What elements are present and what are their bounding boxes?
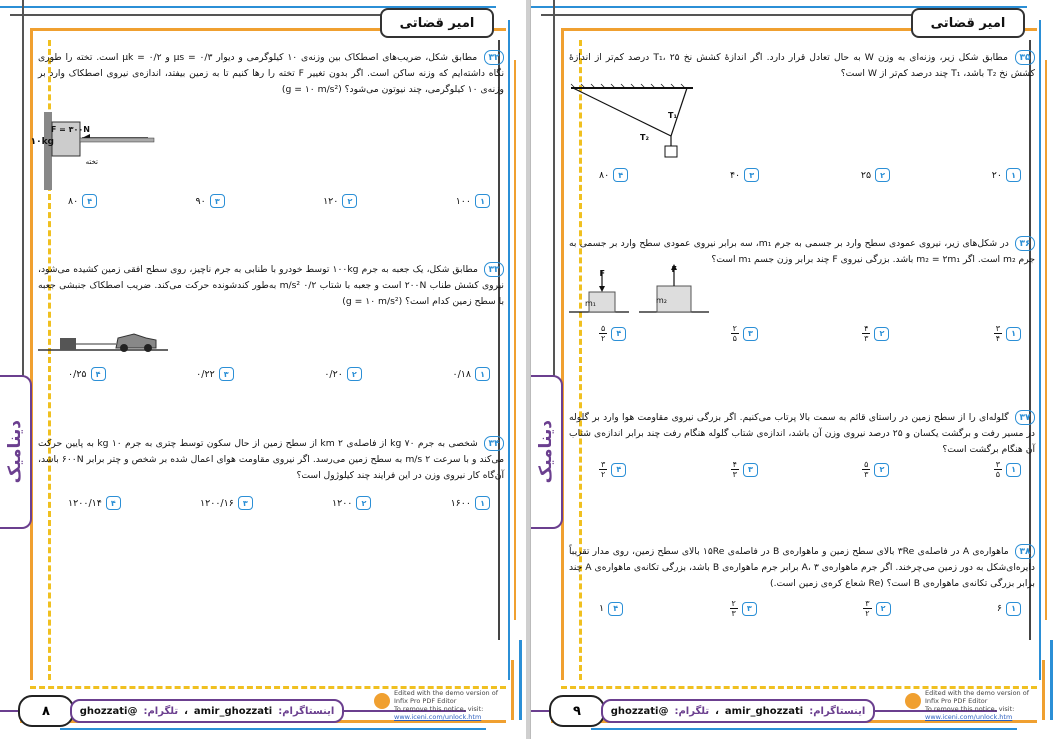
question-number: ۳۸ (1015, 544, 1035, 559)
option[interactable]: ۱ ۱۶۰۰ (451, 496, 490, 510)
box (60, 338, 76, 350)
question-number: ۳۲ (484, 50, 504, 65)
figure-car-box (38, 326, 168, 356)
question-37 (569, 410, 1035, 458)
board-label: تخته (85, 158, 98, 166)
string-t2 (573, 88, 671, 136)
option[interactable]: ۳ $\frac{۲}{۳}$ (730, 599, 757, 618)
watermark-link[interactable]: www.iceni.com/unlock.htm (394, 713, 482, 721)
question-number: ۳۳ (484, 262, 504, 277)
question-38 (569, 544, 1035, 592)
option[interactable]: ۴ ۱۲۰۰/۱۴ (68, 496, 121, 510)
option[interactable]: ۲ ۱۲۰ (323, 194, 357, 208)
question-number: ۳۷ (1015, 410, 1035, 425)
border-line (1050, 640, 1053, 720)
border-line (514, 60, 516, 620)
border-line (1039, 20, 1041, 680)
chapter-label: دینامیک (536, 420, 556, 484)
option[interactable]: ۲ $\frac{۳}{۲}$ (863, 599, 890, 618)
author-header: امیر قضاتی (911, 8, 1025, 38)
force-label-2: F (671, 265, 677, 274)
border-line (561, 30, 564, 680)
options-35 (569, 168, 1035, 182)
option[interactable]: ۲ ۰/۲۰ (324, 367, 362, 381)
infix-logo-icon (905, 693, 921, 709)
watermark-link[interactable]: www.iceni.com/unlock.htm (925, 713, 1013, 721)
mass-label: ۱۰kg (30, 137, 54, 147)
question-text: ۳۲ مطابق شکل، ضریب‌های اصطکاک بین وزنه‌ی ۱۰ کیلوگرمی و دیوار μs = ۰/۳ و μk = ۰/۲ است. تخته را طوری نگاه داشته‌ایم که وزنه ساکن است. اگر بدون تغییر F تخته را رها کنیم تا به زمین بیفتد، اندازه‌ی نیروی اصطکاک وارد بر وزنه‌ی ۱۰ کیلوگرمی، چند نیوتون می‌شود؟ (g = ۱۰ m/s²) (38, 52, 504, 95)
option[interactable]: ۳ ۰/۲۲ (196, 367, 234, 381)
question-text: ۳۳ مطابق شکل، یک جعبه به جرم ۱۰۰kg توسط خودرو با طنابی به جرم ناچیز، روی سطح افقی زمین کشیده می‌شود، نیروی کشش طناب ۲۰۰N است و جعبه با شتاب ۰/۲ m/s² به‌طور کندشونده حرکت می‌کند. ضریب اصطکاک جنبشی جعبه با سطح زمین کدام است؟ (g = ۱۰ m/s²) (38, 264, 504, 307)
figure-tension-strings (569, 84, 699, 164)
figure-wall-block (30, 106, 158, 196)
question-34 (38, 436, 504, 484)
border-line (1045, 60, 1047, 620)
option[interactable]: ۱ ۶ (997, 599, 1021, 618)
options-36 (569, 324, 1035, 343)
infix-logo-icon (374, 693, 390, 709)
option[interactable]: ۲ $\frac{۴}{۳}$ (862, 324, 889, 343)
option[interactable]: ۳ $\frac{۴}{۳}$ (731, 460, 758, 479)
border-line (30, 30, 33, 680)
author-header: امیر قضاتی (380, 8, 494, 38)
question-32 (38, 50, 504, 98)
border-line (22, 0, 24, 380)
option[interactable]: ۳ ۹۰ (196, 194, 225, 208)
option[interactable]: ۴ $\frac{۵}{۲}$ (599, 324, 626, 343)
chapter-label: دینامیک (5, 420, 25, 484)
option[interactable]: ۳ ۴۰ (730, 168, 759, 182)
weight-block (665, 146, 677, 157)
t2-label: T₂ (640, 133, 649, 142)
question-number: ۳۶ (1015, 236, 1035, 251)
page-number: ۹ (549, 695, 605, 727)
question-number: ۳۴ (484, 436, 504, 451)
option[interactable]: ۱ ۲۰ (992, 168, 1021, 182)
border-line (508, 20, 510, 680)
options-34 (38, 496, 504, 510)
force-label: F = ۳۰۰N (50, 125, 90, 134)
border-line (541, 14, 937, 16)
chapter-side-tab (0, 375, 32, 529)
m2-label: m₂ (656, 296, 667, 305)
question-text: ۳۶ در شکل‌های زیر، نیروی عمودی سطح وارد بر جسمی به جرم m₁، سه برابر نیروی عمودی سطح وارد بر جسمی به جرم m₂ است. اگر m₂ = ۲m₁ باشد. بزرگی نیروی F چند برابر وزن جسم m₁ است؟ (569, 238, 1035, 265)
options-37 (569, 460, 1035, 479)
question-text: ۳۴ شخصی به جرم ۷۰ kg از فاصله‌ی ۲ km از سطح زمین از حال سکون توسط چتری به جرم ۱۰ kg به پایین حرکت می‌کند و با سرعت ۲ m/s به سطح زمین می‌رسد. اگر نیروی مقاومت هوای اعمال شده بر شخص و چتر برابر ۶۰۰N باشد، آن‌گاه کار نیروی وزن در این فرایند چند کیلوژول است؟ (38, 438, 505, 481)
page-footer (10, 689, 514, 725)
page-right (530, 0, 1057, 739)
options-32 (38, 194, 504, 208)
page-left (0, 0, 527, 739)
option[interactable]: ۱ $\frac{۳}{۴}$ (994, 324, 1021, 343)
option[interactable]: ۱ ۰/۱۸ (452, 367, 490, 381)
option[interactable]: ۴ ۸۰ (599, 168, 628, 182)
page-footer (541, 689, 1045, 725)
demo-watermark: Edited with the demo version of Infix Pro PDF Editor To remove this notice, visit: www.iceni.com/unlock.htm (394, 689, 514, 729)
question-number: ۳۵ (1015, 50, 1035, 65)
page-content (569, 44, 1035, 679)
option[interactable]: ۳ ۱۲۰۰/۱۶ (200, 496, 253, 510)
option[interactable]: ۴ ۸۰ (68, 194, 97, 208)
question-text: ۳۵ مطابق شکل زیر، وزنه‌ای به وزن W به حال تعادل قرار دارد. اگر اندازهٔ کشش نخ T₁، ۲۵ درصد کم‌تر از اندازهٔ کشش نخ T₂ باشد، T₁ چند درصد کم‌تر از W است؟ (569, 52, 1035, 79)
option[interactable]: ۲ ۲۵ (861, 168, 890, 182)
m1-label: m₁ (585, 299, 596, 308)
option[interactable]: ۴ ۱ (599, 599, 623, 618)
t1-label: T₁ (668, 111, 677, 120)
social-handles: اینستاگرام: amir_ghozzati ، تلگرام: @ghozzati (601, 699, 875, 723)
force-label-1: F (599, 269, 605, 278)
option[interactable]: ۱ ۱۰۰ (456, 194, 490, 208)
page-content (30, 44, 505, 679)
border-line (519, 640, 522, 720)
question-33 (38, 262, 504, 310)
options-38 (569, 599, 1035, 618)
figure-two-blocks (569, 256, 709, 318)
option[interactable]: ۴ ۰/۲۵ (68, 367, 106, 381)
board (80, 138, 154, 142)
social-handles: اینستاگرام: amir_ghozzati ، تلگرام: @ghozzati (70, 699, 344, 723)
demo-watermark: Edited with the demo version of Infix Pro PDF Editor To remove this notice, visit: www.iceni.com/unlock.htm (925, 689, 1045, 729)
option[interactable]: ۲ $\frac{۵}{۳}$ (862, 460, 889, 479)
option[interactable]: ۳ $\frac{۲}{۵}$ (731, 324, 758, 343)
option[interactable]: ۲ ۱۲۰۰ (332, 496, 371, 510)
border-line (553, 0, 555, 380)
wall (44, 112, 52, 190)
option[interactable]: ۱ $\frac{۳}{۵}$ (994, 460, 1021, 479)
question-text: ۳۷ گلوله‌ای را از سطح زمین در راستای قائم به سمت بالا پرتاب می‌کنیم. اگر بزرگی نیروی مقاومت هوا وارد بر گلوله در مسیر رفت و برگشت یکسان و ۲۵ درصد نیروی وزن آن باشد، اندازه‌ی شتاب گلوله هنگام رفت چند برابر اندازه‌ی شتاب آن هنگام برگشت است؟ (569, 412, 1036, 455)
border-line (10, 14, 406, 16)
question-35 (569, 50, 1035, 82)
chapter-side-tab (531, 375, 563, 529)
question-text: ۳۸ ماهواره‌ی A در فاصله‌ی ۳Re بالای سطح زمین و ماهواره‌ی B در فاصله‌ی ۱۵Re بالای سطح زمین، روی مدار تقریباً دایره‌ای‌شکل به دور زمین می‌چرخند. اگر جرم ماهواره‌ی A، ۳ برابر جرم ماهواره‌ی B باشد، بزرگی تکانه‌ی ماهواره‌ی A چند برابر بزرگی تکانه‌ی ماهواره‌ی B است؟ (Re شعاع کره‌ی زمین است.) (569, 546, 1035, 589)
option[interactable]: ۴ $\frac{۳}{۲}$ (599, 460, 626, 479)
page-number: ۸ (18, 695, 74, 727)
options-33 (38, 367, 504, 381)
